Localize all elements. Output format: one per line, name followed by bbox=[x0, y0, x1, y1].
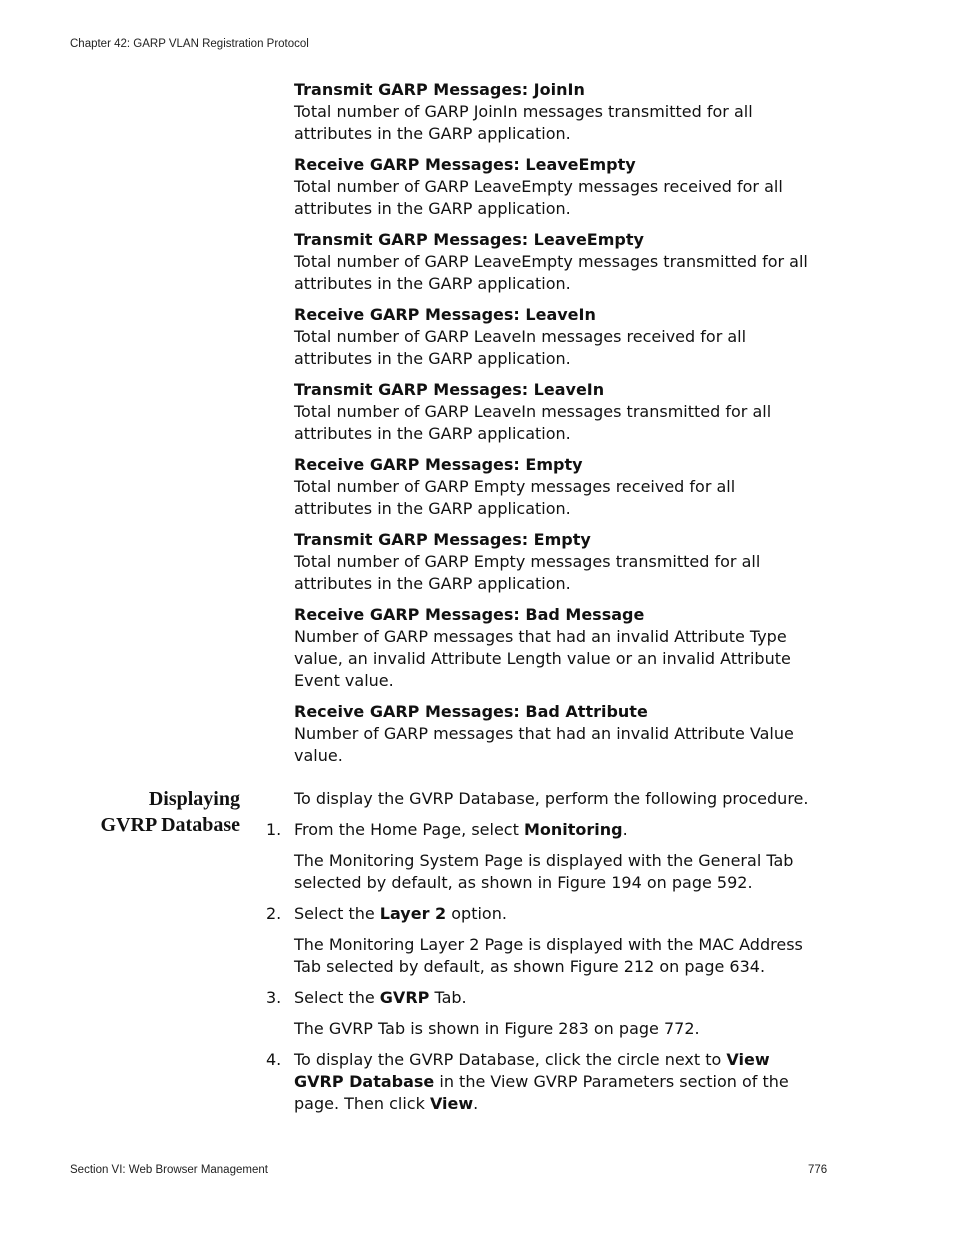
entry-description: Total number of GARP LeaveEmpty messages transmitted for all attributes in the GARP application. bbox=[294, 252, 808, 293]
entry-title: Receive GARP Messages: Bad Message bbox=[294, 605, 645, 624]
procedure-step bbox=[266, 1049, 814, 1115]
step-ui-term: GVRP bbox=[379, 988, 430, 1007]
entry-title: Receive GARP Messages: LeaveIn bbox=[294, 305, 596, 324]
entry-description: Total number of GARP Empty messages received for all attributes in the GARP application. bbox=[294, 477, 736, 518]
definition-entry bbox=[294, 529, 814, 595]
entry-title: Transmit GARP Messages: JoinIn bbox=[294, 80, 585, 99]
statistics-definitions bbox=[294, 79, 814, 776]
step-number: 4. bbox=[266, 1050, 282, 1069]
step-note: The GVRP Tab is shown in Figure 283 on page 772. bbox=[294, 1019, 700, 1038]
step-text: in the View GVRP Parameters section of the page. Then click bbox=[294, 1072, 789, 1113]
page-number: 776 bbox=[808, 1164, 828, 1176]
definition-entry bbox=[294, 154, 814, 220]
step-ui-term: Monitoring bbox=[523, 820, 623, 839]
entry-title: Transmit GARP Messages: LeaveEmpty bbox=[294, 230, 644, 249]
entry-title: Transmit GARP Messages: LeaveIn bbox=[294, 380, 605, 399]
step-text: Tab. bbox=[429, 988, 467, 1007]
definition-entry bbox=[294, 454, 814, 520]
entry-title: Receive GARP Messages: LeaveEmpty bbox=[294, 155, 636, 174]
step-text: option. bbox=[446, 904, 507, 923]
entry-description: Total number of GARP JoinIn messages transmitted for all attributes in the GARP application. bbox=[294, 102, 753, 143]
definition-entry bbox=[294, 304, 814, 370]
procedure bbox=[266, 788, 814, 1124]
running-header: Chapter 42: GARP VLAN Registration Protocol bbox=[70, 38, 309, 50]
step-text: Select the bbox=[294, 904, 380, 923]
step-text: . bbox=[622, 820, 628, 839]
step-ui-term: View GVRP Database bbox=[294, 1050, 770, 1091]
step-number: 2. bbox=[266, 904, 282, 923]
step-note: The Monitoring System Page is displayed with the General Tab selected by default, as shown in Figure 194 on page 592. bbox=[294, 851, 794, 892]
entry-description: Number of GARP messages that had an invalid Attribute Value value. bbox=[294, 724, 794, 765]
step-text: Select the bbox=[294, 988, 380, 1007]
entry-title: Transmit GARP Messages: Empty bbox=[294, 530, 591, 549]
step-ui-term: Layer 2 bbox=[379, 904, 447, 923]
section-heading bbox=[60, 786, 240, 838]
definition-entry bbox=[294, 604, 814, 692]
entry-description: Total number of GARP LeaveEmpty messages received for all attributes in the GARP application. bbox=[294, 177, 783, 218]
procedure-step bbox=[266, 819, 814, 841]
definition-entry bbox=[294, 229, 814, 295]
step-text: . bbox=[473, 1094, 479, 1113]
procedure-step bbox=[266, 987, 814, 1009]
step-note: The Monitoring Layer 2 Page is displayed with the MAC Address Tab selected by default, as shown Figure 212 on page 634. bbox=[294, 935, 803, 976]
step-ui-term: View bbox=[429, 1094, 474, 1113]
definition-entry bbox=[294, 79, 814, 145]
entry-description: Total number of GARP LeaveIn messages transmitted for all attributes in the GARP application. bbox=[294, 402, 772, 443]
procedure-step bbox=[266, 903, 814, 925]
definition-entry bbox=[294, 379, 814, 445]
definition-entry bbox=[294, 701, 814, 767]
footer-section: Section VI: Web Browser Management bbox=[70, 1164, 268, 1176]
step-number: 1. bbox=[266, 820, 282, 839]
entry-description: Total number of GARP LeaveIn messages received for all attributes in the GARP application. bbox=[294, 327, 747, 368]
procedure-intro: To display the GVRP Database, perform the following procedure. bbox=[294, 789, 809, 808]
entry-description: Number of GARP messages that had an invalid Attribute Type value, an invalid Attribute Length value or an invalid Attribute Event value. bbox=[294, 627, 791, 690]
step-number: 3. bbox=[266, 988, 282, 1007]
section-heading-line: Displaying bbox=[148, 788, 240, 810]
entry-description: Total number of GARP Empty messages transmitted for all attributes in the GARP application. bbox=[294, 552, 761, 593]
step-text: From the Home Page, select bbox=[294, 820, 524, 839]
entry-title: Receive GARP Messages: Bad Attribute bbox=[294, 702, 648, 721]
section-heading-line: GVRP Database bbox=[100, 814, 240, 836]
entry-title: Receive GARP Messages: Empty bbox=[294, 455, 583, 474]
step-text: To display the GVRP Database, click the circle next to bbox=[294, 1050, 727, 1069]
